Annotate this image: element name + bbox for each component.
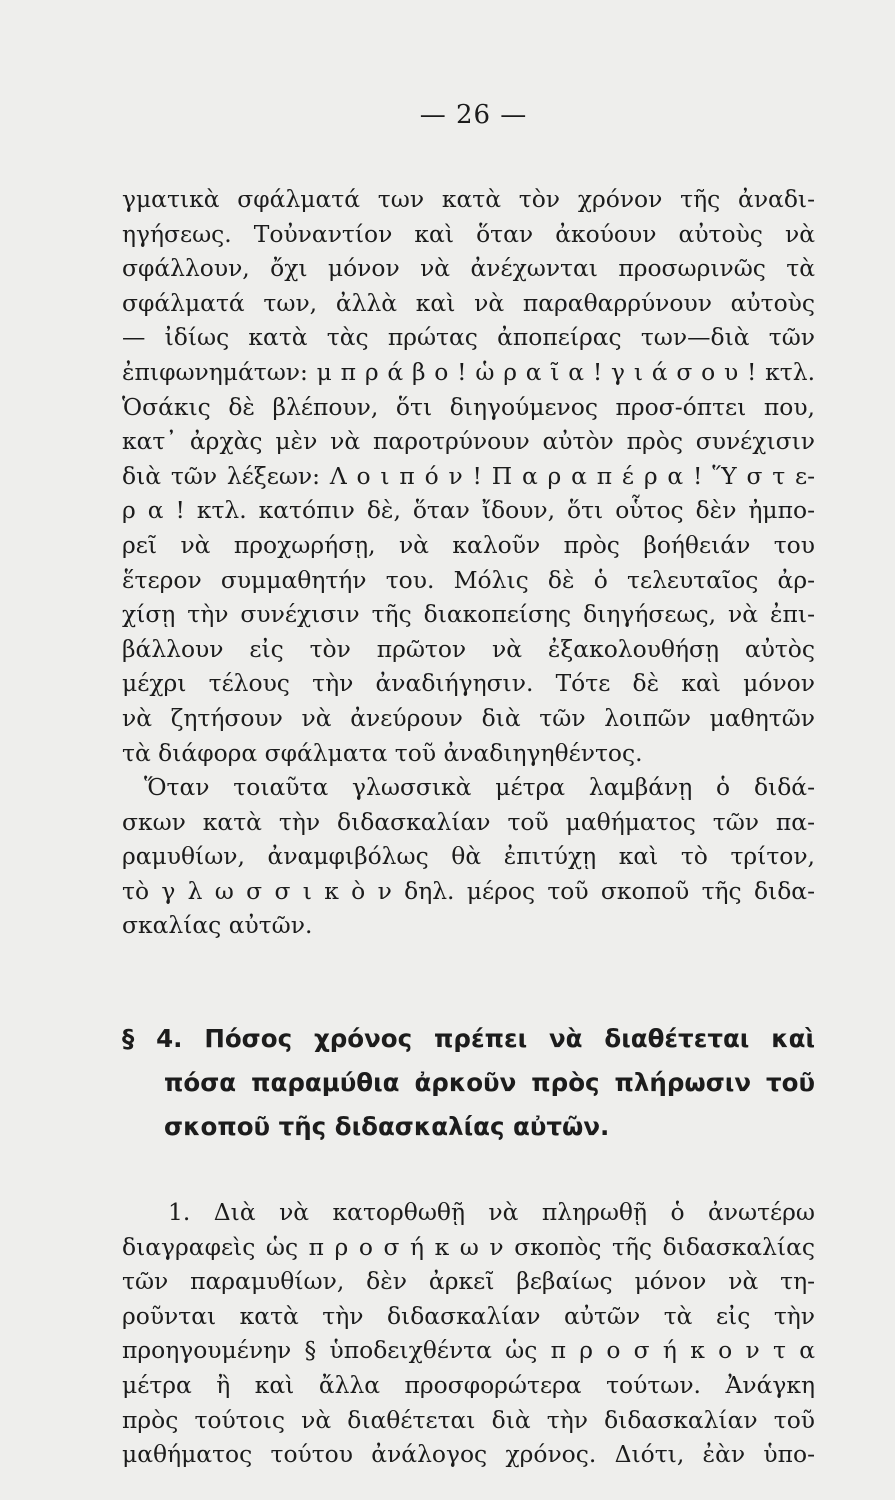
heading-line: πόσα παραμύθια ἀρκοῦν πρὸς πλήρωσιν τοῦ [164, 1068, 815, 1098]
text-line: 1. Διὰ νὰ κατορθωθῇ νὰ πληρωθῇ ὁ ἀνωτέρω [168, 1198, 815, 1227]
heading-line: σκοποῦ τῆς διδασκαλίας αὐτῶν. [164, 1112, 610, 1142]
text-line: ροῦνται κατὰ τὴν διδασκαλίαν αὐτῶν τὰ εἰς τὴν [122, 1301, 815, 1330]
heading-line: § 4. Πόσος χρόνος πρέπει νὰ διαθέτεται καὶ [122, 1024, 815, 1054]
text-line: μαθήματος τούτου ἀνάλογος χρόνος. Διότι, ἐὰν ὑπο- [122, 1440, 815, 1469]
text-line: πρὸς τούτοις νὰ διαθέτεται διὰ τὴν διδασκαλίαν τοῦ [122, 1405, 815, 1434]
text-line: μέτρα ἢ καὶ ἄλλα προσφορώτερα τούτων. Ἀνάγκη [122, 1371, 815, 1400]
text-line: μέχρι τέλους τὴν ἀναδιήγησιν. Τότε δὲ καὶ μόνον [122, 669, 815, 698]
paragraph-3 [122, 1195, 815, 1472]
text-line: βάλλουν εἰς τὸν πρῶτον νὰ ἐξακολουθήσῃ αὐτὸς [122, 634, 815, 663]
text-line: σφάλματά των, ἀλλὰ καὶ νὰ παραθαρρύνουν αὐτοὺς [122, 288, 815, 317]
page-number: — 26 — [419, 100, 528, 130]
text-line: τὰ διάφορα σφάλματα τοῦ ἀναδιηγηθέντος. [122, 738, 643, 767]
text-line: ρ α ! κτλ. κατόπιν δὲ, ὅταν ἴδουν, ὅτι οὗτος δὲν ἠμπο- [122, 496, 815, 525]
paragraph-1 [122, 182, 815, 770]
text-line: Ὅταν τοιαῦτα γλωσσικὰ μέτρα λαμβάνῃ ὁ διδά- [144, 773, 815, 802]
text-line: ἕτερον συμμαθητήν του. Μόλις δὲ ὁ τελευταῖος ἀρ- [122, 565, 815, 594]
section-heading [122, 1017, 815, 1149]
text-line: ρεῖ νὰ προχωρήσῃ, νὰ καλοῦν πρὸς βοήθειάν του [122, 530, 815, 559]
text-line: γματικὰ σφάλματά των κατὰ τὸν χρόνον τῆς ἀναδι- [122, 185, 815, 213]
text-line: ἐπιφωνημάτων: μ π ρ ά β ο ! ὡ ρ α ῖ α ! γ ι ά σ ο υ ! κτλ. [122, 357, 815, 386]
text-line: Ὁσάκις δὲ βλέπουν, ὅτι διηγούμενος προσ-όπτει που, [122, 392, 815, 421]
text-line: σφάλλουν, ὄχι μόνον νὰ ἀνέχωνται προσωρινῶς τὰ [122, 254, 815, 283]
text-line: τὸ γ λ ω σ σ ι κ ὸ ν δηλ. μέρος τοῦ σκοποῦ τῆς διδα- [122, 876, 815, 905]
text-line: σκων κατὰ τὴν διδασκαλίαν τοῦ μαθήματος τῶν πα- [122, 807, 815, 836]
text-line: — ἰδίως κατὰ τὰς πρώτας ἀποπείρας των—διὰ τῶν [122, 323, 815, 352]
text-line: τῶν παραμυθίων, δὲν ἀρκεῖ βεβαίως μόνον νὰ τη- [122, 1267, 815, 1296]
text-line: διὰ τῶν λέξεων: Λ ο ι π ό ν ! Π α ρ α π έ ρ α ! Ὕ σ τ ε- [122, 461, 815, 490]
text-line: ραμυθίων, ἀναμφιβόλως θὰ ἐπιτύχῃ καὶ τὸ τρίτον, [122, 842, 815, 871]
text-line: ηγήσεως. Τοὐναντίον καὶ ὅταν ἀκούουν αὐτοὺς νὰ [122, 219, 815, 248]
paragraph-2 [122, 770, 815, 943]
text-line: νὰ ζητήσουν νὰ ἀνεύρουν διὰ τῶν λοιπῶν μαθητῶν [122, 703, 815, 732]
text-line: σκαλίας αὐτῶν. [122, 911, 313, 940]
text-line: προηγουμένην § ὑποδειχθέντα ὡς π ρ ο σ ή κ ο ν τ α [122, 1336, 815, 1365]
text-line: κατ᾽ ἀρχὰς μὲν νὰ παροτρύνουν αὐτὸν πρὸς συνέχισιν [122, 427, 815, 456]
text-line: διαγραφεὶς ὡς π ρ ο σ ή κ ω ν σκοπὸς τῆς διδασκαλίας [122, 1232, 815, 1261]
text-line: χίσῃ τὴν συνέχισιν τῆς διακοπείσης διηγήσεως, νὰ ἐπι- [122, 600, 815, 629]
